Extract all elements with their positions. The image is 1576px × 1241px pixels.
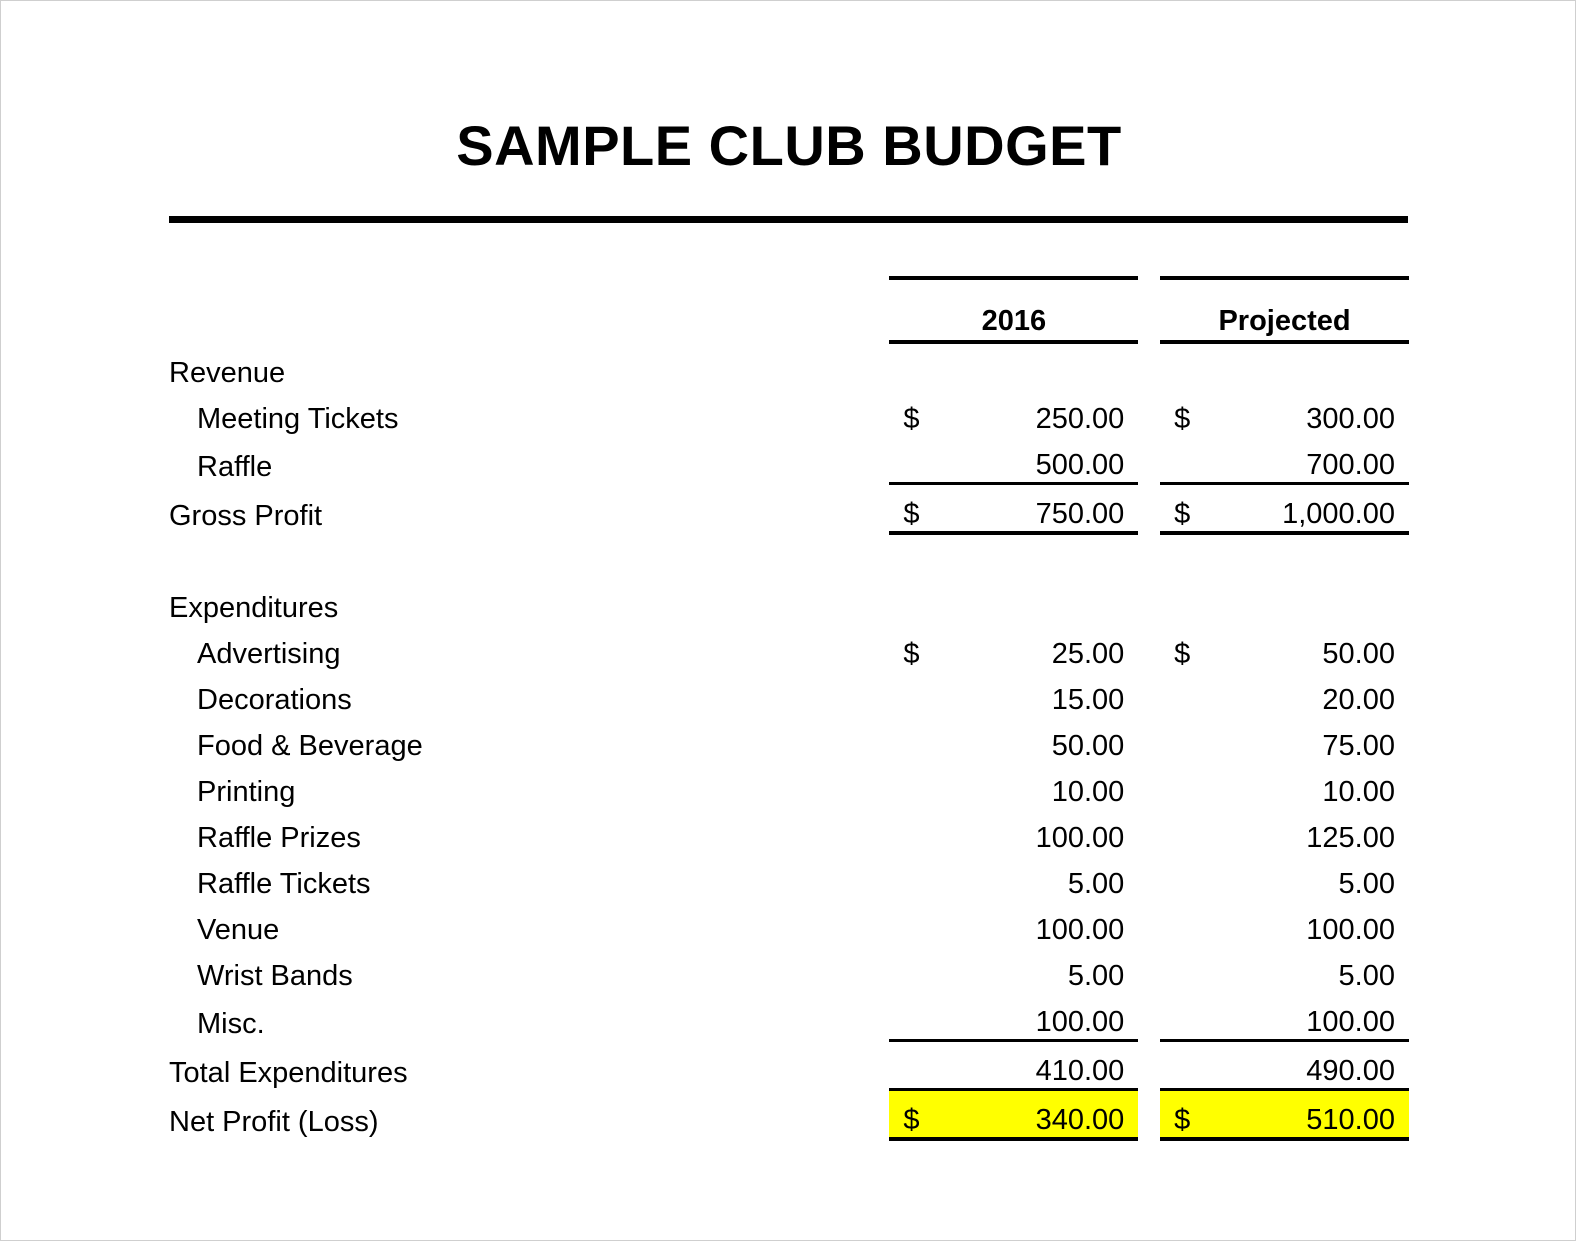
row-currency-projected — [1160, 993, 1241, 1041]
row-currency-projected: $ — [1160, 484, 1241, 534]
row-currency-2016 — [889, 717, 970, 763]
row-value-2016: 100.00 — [1035, 914, 1125, 946]
row-value-2016: 500.00 — [970, 436, 1138, 484]
row-currency-projected — [1160, 901, 1241, 947]
row-spacer — [169, 533, 1409, 579]
row-label: Misc. — [197, 1007, 265, 1040]
row-value-2016: 25.00 — [1051, 638, 1125, 670]
row-value-projected: 700.00 — [1241, 436, 1409, 484]
expenditures-heading: Expenditures — [169, 592, 339, 624]
row-currency-2016 — [889, 809, 970, 855]
row-value-2016: 340.00 — [970, 1090, 1138, 1140]
row-currency-projected — [1160, 1041, 1241, 1090]
row-label: Venue — [197, 914, 280, 946]
table-row — [169, 671, 1409, 717]
table-row — [169, 901, 1409, 947]
row-value-projected: 490.00 — [1306, 1055, 1395, 1087]
row-value-2016: 15.00 — [1051, 684, 1125, 716]
table-row — [169, 390, 1409, 436]
row-label: Food & Beverage — [197, 730, 423, 762]
row-currency-2016 — [889, 763, 970, 809]
table-row — [169, 855, 1409, 901]
revenue-heading: Revenue — [169, 357, 286, 389]
table-row — [169, 809, 1409, 855]
row-currency-2016: $ — [889, 484, 970, 534]
row-currency-2016: $ — [889, 1090, 970, 1140]
row-currency-projected — [1160, 717, 1241, 763]
row-currency-projected: $ — [1174, 638, 1191, 670]
title-divider — [169, 216, 1408, 223]
table-row — [169, 993, 1409, 1041]
row-value-2016: 100.00 — [1035, 822, 1125, 854]
row-currency-projected — [1160, 855, 1241, 901]
row-currency-2016 — [889, 855, 970, 901]
row-currency-2016 — [889, 671, 970, 717]
row-currency-projected — [1160, 671, 1241, 717]
row-value-projected: 125.00 — [1306, 822, 1395, 854]
table-row — [169, 625, 1409, 671]
row-currency-projected: $ — [1160, 1090, 1241, 1140]
row-currency-projected — [1160, 809, 1241, 855]
row-value-projected: 100.00 — [1241, 993, 1409, 1041]
row-value-2016: 100.00 — [970, 993, 1138, 1041]
row-label: Meeting Tickets — [197, 403, 399, 435]
row-value-2016: 5.00 — [1067, 868, 1125, 900]
row-value-2016: 5.00 — [1067, 960, 1125, 992]
budget-table — [169, 276, 1409, 1141]
row-currency-2016: $ — [903, 638, 920, 670]
row-label: Advertising — [197, 638, 341, 670]
row-currency-2016 — [889, 947, 970, 993]
row-currency-2016 — [889, 901, 970, 947]
page-title: SAMPLE CLUB BUDGET — [456, 114, 1122, 177]
total-expenditures-row — [169, 1041, 1409, 1090]
row-currency-projected — [1160, 947, 1241, 993]
row-value-projected: 50.00 — [1322, 638, 1395, 670]
row-currency-2016: $ — [903, 403, 920, 435]
row-label: Wrist Bands — [197, 960, 353, 992]
row-currency-2016 — [889, 436, 970, 484]
header-2016: 2016 — [889, 278, 1138, 342]
row-label: Gross Profit — [169, 500, 323, 532]
row-value-2016: 750.00 — [970, 484, 1138, 534]
row-currency-projected — [1160, 763, 1241, 809]
row-label: Net Profit (Loss) — [169, 1106, 379, 1138]
table-header-row — [169, 278, 1409, 342]
table-row — [169, 763, 1409, 809]
row-currency-projected — [1160, 436, 1241, 484]
header-projected: Projected — [1160, 278, 1409, 342]
row-value-projected: 20.00 — [1322, 684, 1395, 716]
row-currency-2016 — [889, 993, 970, 1041]
row-label: Total Expenditures — [169, 1056, 408, 1089]
header-blank — [169, 278, 889, 342]
table-row — [169, 717, 1409, 763]
section-heading-row — [169, 342, 1409, 390]
row-value-projected: 75.00 — [1322, 730, 1395, 762]
gross-profit-row — [169, 484, 1409, 534]
row-value-projected: 10.00 — [1322, 776, 1395, 808]
row-currency-projected: $ — [1174, 403, 1191, 435]
row-value-projected: 300.00 — [1306, 403, 1395, 435]
table-row — [169, 947, 1409, 993]
row-label: Raffle Tickets — [197, 868, 371, 900]
row-value-projected: 510.00 — [1241, 1090, 1409, 1140]
row-currency-2016 — [889, 1041, 970, 1090]
row-value-projected: 5.00 — [1338, 960, 1395, 992]
row-value-2016: 410.00 — [1035, 1055, 1125, 1087]
row-value-projected: 100.00 — [1306, 914, 1395, 946]
net-profit-row — [169, 1090, 1409, 1140]
section-heading-row — [169, 579, 1409, 625]
row-value-2016: 250.00 — [1035, 403, 1125, 435]
table-row — [169, 436, 1409, 484]
row-label: Printing — [197, 776, 296, 808]
header-gap — [1138, 278, 1160, 342]
row-label: Raffle Prizes — [197, 822, 361, 854]
row-label: Decorations — [197, 684, 352, 716]
row-value-2016: 50.00 — [1051, 730, 1125, 762]
row-value-2016: 10.00 — [1051, 776, 1125, 808]
row-label: Raffle — [197, 450, 273, 483]
row-value-projected: 5.00 — [1338, 868, 1395, 900]
row-value-projected: 1,000.00 — [1241, 484, 1409, 534]
